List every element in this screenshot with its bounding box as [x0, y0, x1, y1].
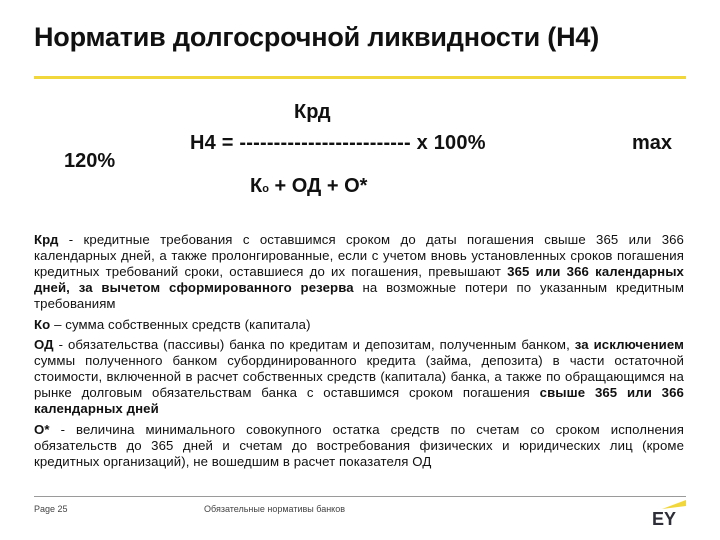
title-underline [34, 76, 686, 79]
term-od: ОД [34, 337, 54, 353]
od-bold-2: свыше 365 или 366 календарных дней [34, 385, 684, 417]
od-text-1: - обязательства (пассивы) банка по кредитам и депозитам, полученным банком, [53, 337, 575, 353]
footer-divider [34, 496, 686, 497]
definition-krd [34, 232, 684, 312]
krd-text-2: на возможные потери по указанным кредитным требованиям [34, 279, 684, 311]
formula-den-rest: + ОД + О* [274, 175, 368, 197]
ko-text-1: – сумма собственных средств (капитала) [50, 316, 311, 332]
formula-den-k-sub: о [262, 183, 269, 195]
formula-fraction-bar: ------------------------- [239, 132, 411, 154]
krd-text-1: - кредитные требования с оставшимся сроком до даты погашения свыше 365 или 366 календарных дней, а также пролонгированные, если с учетом вновь установленных сроков погашения кредитных требований сроки, оставшиеся до их погашения, превышают [34, 232, 684, 279]
term-krd: Крд [34, 232, 59, 247]
formula-lhs: Н4 = [190, 132, 234, 154]
logo-text: EY [652, 509, 677, 526]
footer-title: Обязательные нормативы банков [204, 504, 346, 514]
page-title: Норматив долгосрочной ликвидности (Н4) [34, 22, 600, 52]
page-number: Page 25 [34, 504, 68, 514]
o-text-1: - величина минимального совокупного остатка средств по счетам со сроком исполнения обязательств до 365 дней и счетам до востребования физических и юридических лиц (кроме кредитных организаций), не вошедшим в расчет показателя ОД [34, 421, 684, 469]
limit-type: max [632, 132, 673, 154]
formula-multiplier: х 100% [416, 132, 486, 154]
od-text-2: суммы полученного банком субординированного кредита (займа, депозита) в части остаточной стоимости, включенной в расчет собственных средств (капитала) банка, а также по обращающимся на рынке долговым обязательствам банка с оставшимся сроком погашения [34, 353, 684, 401]
od-bold-1: за исключением [574, 337, 684, 353]
definitions-block [34, 232, 684, 475]
formula-den-k: К [250, 175, 263, 197]
definition-od [34, 337, 684, 417]
formula-denominator [250, 175, 367, 198]
term-o: О* [34, 421, 50, 437]
definition-o [34, 422, 684, 470]
definition-ko [34, 317, 684, 333]
krd-bold-1: 365 или 366 календарных дней, за вычетом сформированного резерва [34, 263, 684, 295]
term-ko: Ко [34, 316, 51, 332]
formula-main-line [190, 132, 486, 155]
ey-logo-icon [652, 500, 686, 526]
limit-value: 120% [64, 150, 116, 172]
formula-numerator: Крд [294, 101, 331, 123]
